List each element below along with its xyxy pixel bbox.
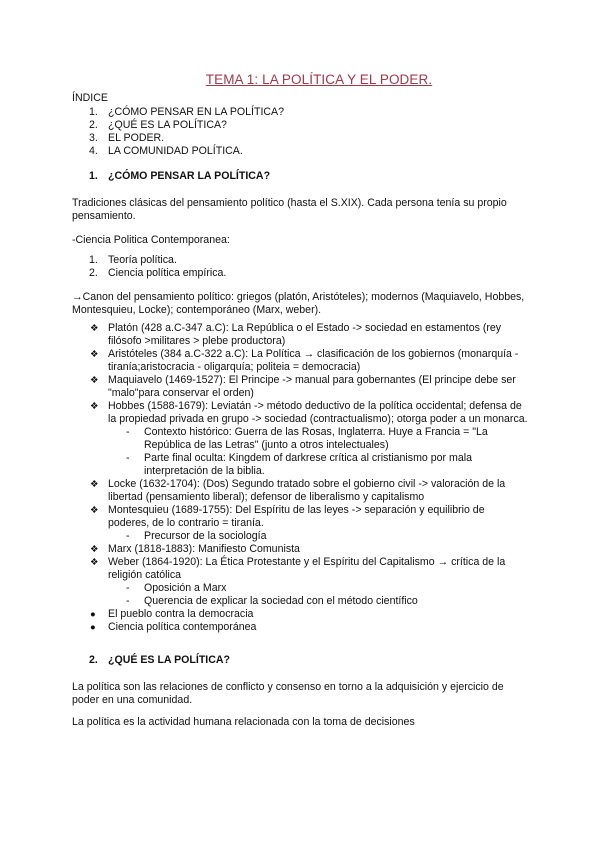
section-1-list	[72, 254, 528, 280]
diamond-bullet-icon: ❖	[90, 544, 99, 555]
author-text: Hobbes (1588-1679): Leviatán -> método deductivo de la política occidental; defensa de la propiedad privada en grupo -> sociedad (contractualismo); otorga poder a un monarca.	[108, 400, 528, 425]
sub-item	[72, 426, 528, 452]
section-1-paragraph: Tradiciones clásicas del pensamiento político (hasta el S.XIX). Cada persona tenía su propio pensamiento.	[72, 197, 507, 222]
index-item: 2. ¿QUÉ ES LA POLÍTICA?	[89, 119, 227, 131]
bullet-icon: ●	[90, 609, 96, 620]
dash-bullet-icon: -	[126, 530, 130, 542]
list-item: 2. Ciencia política empírica.	[89, 267, 227, 279]
diamond-bullet-icon: ❖	[90, 375, 99, 386]
author-item	[72, 322, 528, 348]
sub-item	[72, 582, 528, 595]
author-text: Aristóteles (384 a.C-322 a.C): La Política → clasificación de los gobiernos (monarquía - tiranía;aristocracia - oligarquía; politeia = democracia)	[108, 348, 519, 373]
author-item	[72, 374, 528, 400]
author-item	[72, 608, 528, 621]
index-label: ÍNDICE	[72, 92, 108, 104]
bullet-icon: ●	[90, 622, 96, 633]
author-item	[72, 348, 528, 374]
section-2-heading: 2. ¿QUÉ ES LA POLÍTICA?	[89, 654, 231, 666]
sub-item-text: Querencia de explicar la sociedad con el método científico	[144, 595, 418, 607]
author-item	[72, 400, 528, 426]
sub-item-text: Contexto histórico: Guerra de las Rosas, Inglaterra. Huye a Francia = "La República de las Letras" (junto a otros intelectuales)	[144, 426, 488, 451]
sub-item-text: Precursor de la sociología	[144, 530, 267, 542]
author-item	[72, 543, 528, 556]
index-item: 4. LA COMUNIDAD POLÍTICA.	[89, 145, 243, 157]
author-text: Marx (1818-1883): Manifiesto Comunista	[108, 543, 300, 555]
sub-list	[72, 530, 528, 543]
author-item	[72, 478, 528, 504]
author-text: Platón (428 a.C-347 a.C): La República o el Estado -> sociedad en estamentos (rey filósofo >militares > plebe productora)	[108, 322, 502, 347]
sub-list	[72, 426, 528, 478]
index-item: 3. EL PODER.	[89, 132, 165, 144]
author-text: Weber (1864-1920): La Ética Protestante y el Espíritu del Capitalismo → crítica de la religión católica	[108, 556, 506, 581]
sub-item	[72, 595, 528, 608]
authors-list	[72, 322, 528, 634]
document-title: TEMA 1: LA POLÍTICA Y EL PODER.	[205, 72, 433, 87]
sub-list	[72, 582, 528, 608]
author-text: El pueblo contra la democracia	[108, 608, 254, 620]
author-item	[72, 504, 528, 530]
dash-bullet-icon: -	[126, 426, 130, 438]
canon-paragraph: →Canon del pensamiento político: griegos (platón, Aristóteles); modernos (Maquiavelo, Hobbes, Montesquieu, Locke); contemporáneo (Marx, weber).	[72, 291, 525, 316]
section-2-paragraph: La política es la actividad humana relacionada con la toma de decisiones	[72, 716, 415, 728]
diamond-bullet-icon: ❖	[90, 349, 99, 360]
section-1-heading: 1. ¿CÓMO PENSAR LA POLÍTICA?	[89, 170, 271, 182]
dash-bullet-icon: -	[126, 582, 130, 594]
diamond-bullet-icon: ❖	[90, 505, 99, 516]
diamond-bullet-icon: ❖	[90, 323, 99, 334]
author-item	[72, 621, 528, 634]
diamond-bullet-icon: ❖	[90, 401, 99, 412]
author-text: Ciencia política contemporánea	[108, 621, 257, 633]
section-2-paragraph: La política son las relaciones de conflicto y consenso en torno a la adquisición y ejercicio de poder en una comunidad.	[72, 681, 504, 706]
author-text: Montesquieu (1689-1755): Del Espíritu de las leyes -> separación y equilibrio de poderes, de lo contrario = tiranía.	[108, 504, 485, 529]
section-1-subheading: -Ciencia Politica Contemporanea:	[72, 234, 230, 246]
index-list	[72, 106, 528, 158]
sub-item-text: Oposición a Marx	[144, 582, 227, 594]
author-item	[72, 556, 528, 582]
list-item: 1. Teoría política.	[89, 254, 177, 266]
dash-bullet-icon: -	[126, 452, 130, 464]
diamond-bullet-icon: ❖	[90, 557, 99, 568]
diamond-bullet-icon: ❖	[90, 479, 99, 490]
sub-item	[72, 530, 528, 543]
sub-item-text: Parte final oculta: Kingdem of darkrese crítica al cristianismo por mala interpretación de la biblia.	[144, 452, 472, 477]
author-text: Locke (1632-1704): (Dos) Segundo tratado sobre el gobierno civil -> valoración de la libertad (pensamiento liberal); defensor de liberalismo y capitalismo	[108, 478, 506, 503]
sub-item	[72, 452, 528, 478]
dash-bullet-icon: -	[126, 595, 130, 607]
index-item: 1. ¿CÓMO PENSAR EN LA POLÍTICA?	[89, 106, 285, 118]
author-text: Maquiavelo (1469-1527): El Principe -> manual para gobernantes (El principe debe ser "malo"para conservar el orden)	[108, 374, 516, 399]
